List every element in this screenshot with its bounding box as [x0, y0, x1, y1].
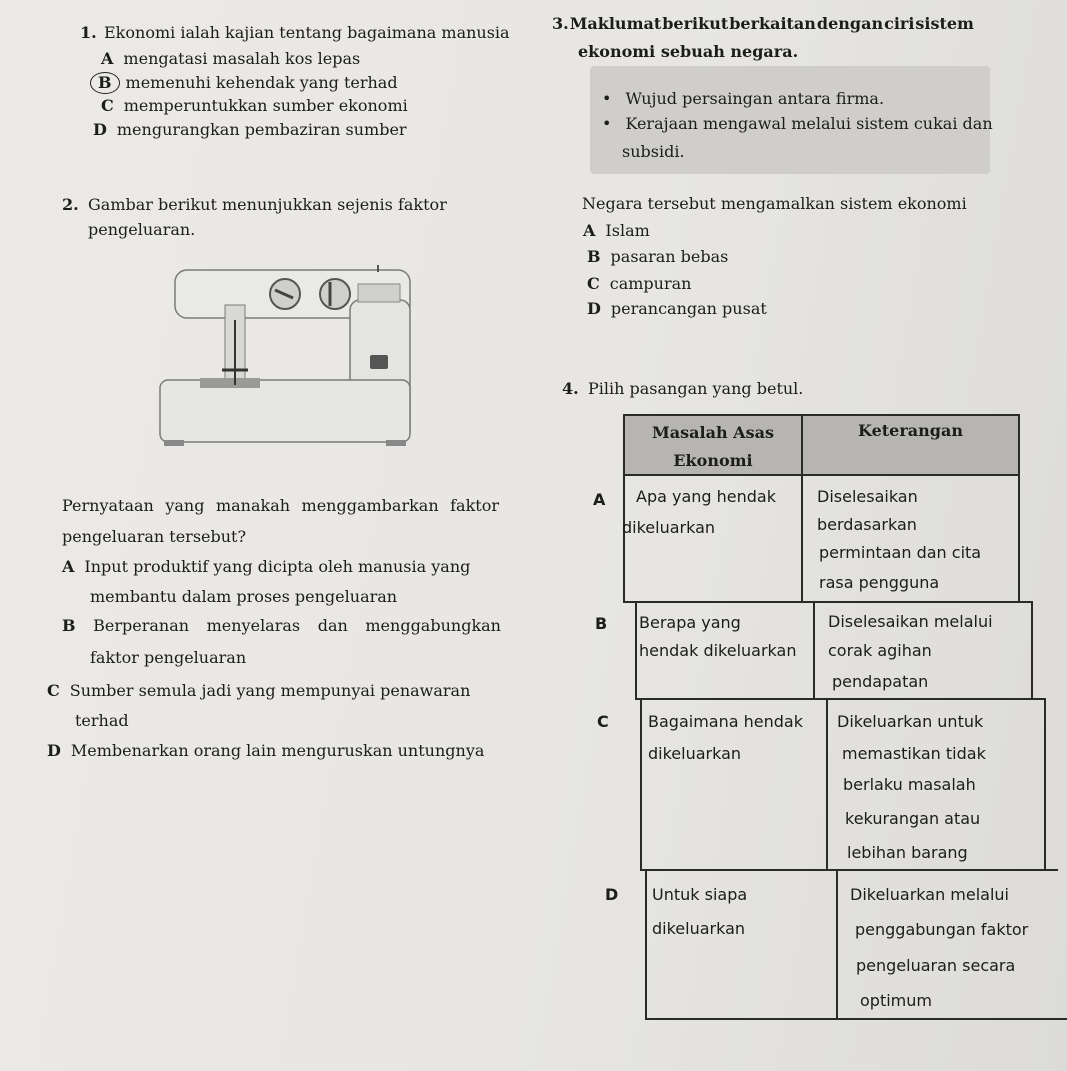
row-a-col2-line1: Diselesaikan	[817, 487, 918, 506]
table-vline-mid-4	[836, 869, 838, 1020]
table-vline-mid-3	[826, 698, 828, 869]
q3-option-d[interactable]	[587, 299, 767, 319]
row-b-col2-line3: pendapatan	[832, 672, 929, 691]
q3-option-d-text: perancangan pusat	[610, 299, 767, 318]
q2-option-b-word: menyelaras	[206, 616, 301, 635]
q4-header-col1-line1: Masalah Asas	[652, 423, 774, 442]
q2-stem-line2: pengeluaran.	[88, 220, 196, 239]
q2-option-b-line2: faktor pengeluaran	[90, 648, 247, 667]
q3-option-a-letter: A	[583, 221, 596, 240]
row-c-col1-line2: dikeluarkan	[648, 744, 742, 763]
row-a-col2-line2: berdasarkan	[817, 515, 917, 534]
table-line-a-b	[623, 601, 1032, 603]
row-a-letter: A	[593, 490, 606, 509]
q3-number: 3.	[552, 14, 569, 33]
q3-stem-word: ciri	[884, 14, 915, 33]
q3-option-a-text: Islam	[605, 221, 650, 240]
q2-prompt-word: faktor	[450, 496, 499, 515]
row-b-col2-line2: corak agihan	[828, 641, 932, 660]
q2-number: 2.	[62, 195, 79, 214]
sewing-machine-image	[150, 260, 420, 460]
q2-option-b-letter: B	[62, 616, 76, 635]
q4-stem: Pilih pasangan yang betul.	[588, 379, 804, 398]
q1-option-c-letter: C	[101, 96, 114, 115]
q2-option-c-letter: C	[47, 681, 60, 700]
q2-option-c-line1: Sumber semula jadi yang mempunyai penawaran	[69, 681, 471, 700]
row-b-col1-line2: hendak dikeluarkan	[639, 641, 797, 660]
q3-stem-word: Maklumat	[569, 14, 662, 33]
q2-prompt-line2: pengeluaran tersebut?	[62, 527, 247, 546]
q2-option-b-word: menggabungkan	[365, 616, 501, 635]
machine-base	[160, 380, 410, 442]
q3-bullet-2: • Kerajaan mengawal melalui sistem cukai dan	[602, 114, 993, 134]
q3-option-c-text: campuran	[609, 274, 692, 293]
row-c-col2-line5: lebihan barang	[847, 843, 968, 862]
q3-option-b-text: pasaran bebas	[610, 247, 729, 266]
q2-option-a-letter: A	[62, 557, 75, 576]
q3-stem-line2: ekonomi sebuah negara.	[578, 42, 799, 61]
row-c-col2-line2: memastikan tidak	[842, 744, 986, 763]
machine-button	[370, 355, 388, 369]
row-d-col1-line1: Untuk siapa	[652, 885, 748, 904]
q2-option-b[interactable]	[62, 616, 501, 636]
q1-option-b-circled-letter: B	[90, 72, 120, 94]
q2-prompt-word: Pernyataan	[62, 496, 154, 515]
q3-stem-word: berikut	[662, 14, 729, 33]
q1-option-a-text: mengatasi masalah kos lepas	[123, 49, 361, 68]
row-d-col2-line3: pengeluaran secara	[856, 956, 1016, 975]
q2-prompt-word: manakah	[215, 496, 291, 515]
q2-stem-line1: Gambar berikut menunjukkan sejenis faktor	[88, 195, 447, 214]
row-d-col2-line2: penggabungan faktor	[855, 920, 1029, 939]
table-vline-right-1	[1018, 414, 1020, 601]
q2-option-a[interactable]	[62, 557, 470, 577]
q2-option-b-word: Berperanan	[93, 616, 190, 635]
q1-option-a-letter: A	[101, 49, 114, 68]
q1-option-a[interactable]	[101, 49, 360, 69]
row-c-col2-line1: Dikeluarkan untuk	[837, 712, 984, 731]
row-a-col2-line4: rasa pengguna	[819, 573, 940, 592]
row-c-letter: C	[597, 712, 609, 731]
q3-stem-word: berkaitan	[729, 14, 816, 33]
row-d-col2-line4: optimum	[860, 991, 932, 1010]
q2-option-d-letter: D	[47, 741, 61, 760]
q3-option-d-letter: D	[587, 299, 601, 318]
q2-option-c[interactable]	[47, 681, 470, 701]
row-b-col2-line1: Diselesaikan melalui	[828, 612, 993, 631]
table-vline-right-3	[1044, 698, 1046, 869]
q1-option-d[interactable]	[93, 120, 407, 140]
table-line-c-d	[640, 869, 1058, 871]
row-d-col2-line1: Dikeluarkan melalui	[850, 885, 1009, 904]
row-c-col2-line4: kekurangan atau	[845, 809, 981, 828]
machine-dial-right	[320, 279, 350, 309]
q2-option-d[interactable]	[47, 741, 484, 761]
row-a-col1-line2: dikeluarkan	[622, 518, 716, 537]
q1-option-d-text: mengurangkan pembaziran sumber	[116, 120, 407, 139]
q1-option-c[interactable]	[101, 96, 408, 116]
table-line-bottom	[645, 1018, 1067, 1020]
q3-option-a[interactable]	[583, 221, 650, 241]
row-c-col1-line1: Bagaimana hendak	[648, 712, 803, 731]
q3-option-c-letter: C	[587, 274, 600, 293]
q3-stem-word: dengan	[816, 14, 884, 33]
q2-prompt-word: yang	[165, 496, 205, 515]
table-vline-left-4	[645, 869, 647, 1020]
row-d-col1-line2: dikeluarkan	[652, 919, 746, 938]
row-c-col2-line3: berlaku masalah	[843, 775, 976, 794]
q3-question: Negara tersebut mengamalkan sistem ekonomi	[582, 194, 967, 213]
q4-number: 4.	[562, 379, 579, 398]
machine-stitch-panel	[358, 284, 400, 302]
q1-option-b[interactable]	[99, 72, 398, 94]
q3-bullet-2-line2: subsidi.	[622, 142, 685, 161]
table-line-b-c	[635, 698, 1045, 700]
table-vline-left-3	[640, 698, 642, 869]
q2-option-c-line2: terhad	[75, 711, 129, 730]
table-vline-right-2	[1031, 601, 1033, 698]
q1-stem: Ekonomi ialah kajian tentang bagaimana manusia	[104, 23, 510, 42]
q3-option-c[interactable]	[587, 274, 691, 294]
q3-option-b[interactable]	[587, 247, 728, 267]
q3-option-b-letter: B	[587, 247, 601, 266]
q3-stem-word: sistem	[915, 14, 974, 33]
row-d-letter: D	[605, 885, 619, 904]
row-a-col1-line1: Apa yang hendak	[636, 487, 776, 506]
q1-option-d-letter: D	[93, 120, 107, 139]
table-vline-left-2	[635, 601, 637, 698]
q1-option-b-text: memenuhi kehendak yang terhad	[125, 73, 398, 92]
q2-option-a-line1: Input produktif yang dicipta oleh manusia yang	[84, 557, 471, 576]
q4-header-col2: Keterangan	[858, 421, 963, 440]
q2-option-b-word: dan	[317, 616, 348, 635]
table-vline-mid-2	[813, 601, 815, 698]
q4-header-col1-line2: Ekonomi	[673, 451, 753, 470]
machine-bed-plate	[200, 378, 260, 388]
row-b-col1-line1: Berapa yang	[639, 613, 741, 632]
q3-stem-line1	[552, 14, 974, 34]
q1-option-c-text: memperuntukkan sumber ekonomi	[123, 96, 408, 115]
machine-foot-left	[164, 440, 184, 446]
q2-option-d-line1: Membenarkan orang lain menguruskan untungnya	[70, 741, 485, 760]
row-a-col2-line3: permintaan dan cita	[819, 543, 982, 562]
machine-foot-right	[386, 440, 406, 446]
q2-prompt-word: menggambarkan	[301, 496, 439, 515]
row-b-letter: B	[595, 614, 608, 633]
q3-bullet-1: • Wujud persaingan antara firma.	[602, 89, 884, 109]
q2-option-a-line2: membantu dalam proses pengeluaran	[90, 587, 398, 606]
q2-prompt-line1	[62, 496, 499, 516]
q1-number: 1.	[80, 23, 97, 42]
